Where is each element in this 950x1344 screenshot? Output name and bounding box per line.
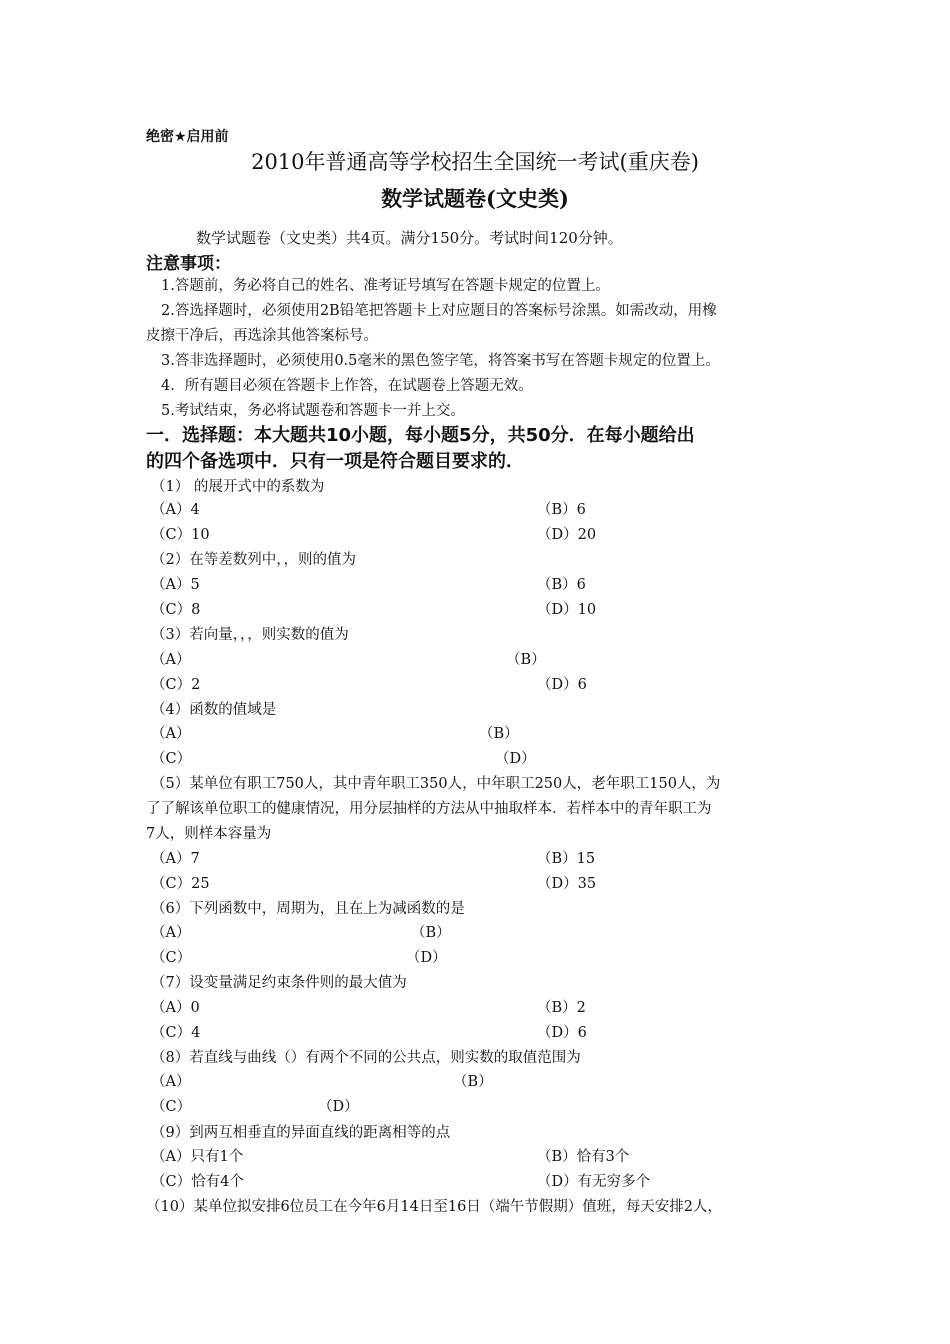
q9-option-d: （D）有无穷多个 (537, 1174, 651, 1190)
question-5-stem: （5）某单位有职工750人，其中青年职工350人，中年职工250人，老年职工150人，为 (151, 776, 721, 792)
q8-option-a: （A） (151, 1074, 191, 1090)
q5-option-c: （C）25 (151, 876, 210, 892)
q6-option-c: （C） (151, 950, 192, 966)
q4-option-c: （C） (151, 751, 192, 767)
question-10-stem: （10）某单位拟安排6位员工在今年6月14日至16日（端午节假期）值班，每天安排2人， (146, 1199, 723, 1215)
q7-option-b: （B）2 (537, 1000, 586, 1016)
question-3-stem: （3）若向量，，，则实数的值为 (151, 627, 349, 643)
q2-option-c: （C）8 (151, 602, 201, 618)
q4-option-d: （D） (495, 751, 536, 767)
notice-item: 4．所有题目必须在答题卡上作答，在试题卷上答题无效。 (161, 378, 533, 394)
q8-option-b: （B） (453, 1074, 493, 1090)
question-7-stem: （7）设变量满足约束条件则的最大值为 (151, 975, 407, 991)
notice-heading: 注意事项： (146, 254, 231, 274)
q1-option-b: （B）6 (537, 502, 586, 518)
paper-intro: 数学试题卷（文史类）共4页。满分150分。考试时间120分钟。 (196, 229, 623, 247)
q4-option-b: （B） (479, 726, 519, 742)
q8-option-c: （C） (151, 1099, 192, 1115)
q6-option-b: （B） (411, 925, 451, 941)
q5-option-a: （A）7 (151, 851, 200, 867)
q7-option-d: （D）6 (537, 1025, 587, 1041)
notice-item: 2.答选择题时，必须使用2B铅笔把答题卡上对应题目的答案标号涂黑。如需改动，用橡 (161, 303, 717, 319)
notice-item: 3.答非选择题时，必须使用0.5毫米的黑色签字笔，将答案书写在答题卡规定的位置上。 (161, 353, 720, 369)
q1-option-d: （D）20 (537, 527, 597, 543)
question-6-stem: （6）下列函数中，周期为，且在上为减函数的是 (151, 901, 465, 917)
q6-option-a: （A） (151, 925, 191, 941)
question-5-stem: 7人，则样本容量为 (146, 826, 272, 842)
q2-option-b: （B）6 (537, 577, 586, 593)
q7-option-c: （C）4 (151, 1025, 201, 1041)
section-heading: 一．选择题：本大题共10小题，每小题5分，共50分．在每小题给出 (146, 425, 695, 446)
question-8-stem: （8）若直线与曲线（）有两个不同的公共点，则实数的取值范围为 (151, 1050, 581, 1066)
q2-option-a: （A）5 (151, 577, 200, 593)
q9-option-a: （A）只有1个 (151, 1149, 244, 1165)
q1-option-a: （A）4 (151, 502, 200, 518)
notice-item: 5.考试结束，务必将试题卷和答题卡一并上交。 (161, 403, 465, 419)
section-heading: 的四个备选项中．只有一项是符合题目要求的． (146, 451, 524, 472)
question-9-stem: （9）到两互相垂直的异面直线的距离相等的点 (151, 1125, 451, 1141)
q1-option-c: （C）10 (151, 527, 210, 543)
q2-option-d: （D）10 (537, 602, 597, 618)
question-4-stem: （4）函数的值域是 (151, 702, 277, 718)
q5-option-d: （D）35 (537, 876, 597, 892)
q4-option-a: （A） (151, 726, 191, 742)
q9-option-b: （B）恰有3个 (537, 1149, 630, 1165)
question-1-stem: （1） 的展开式中的系数为 (151, 479, 325, 495)
q3-option-c: （C）2 (151, 677, 201, 693)
question-5-stem: 了了解该单位职工的健康情况，用分层抽样的方法从中抽取样本．若样本中的青年职工为 (146, 801, 712, 817)
question-2-stem: （2）在等差数列中，，则的值为 (151, 552, 356, 568)
q3-option-a: （A） (151, 652, 191, 668)
exam-title: 2010年普通高等学校招生全国统一考试(重庆卷) (251, 150, 699, 174)
q3-option-b: （B） (506, 652, 546, 668)
notice-item: 1.答题前，务必将自己的姓名、准考证号填写在答题卡规定的位置上。 (161, 278, 610, 294)
notice-item: 皮擦干净后，再选涂其他答案标号。 (146, 328, 378, 344)
confidential-label: 绝密★启用前 (146, 129, 229, 145)
q8-option-d: （D） (318, 1099, 359, 1115)
q9-option-c: （C）恰有4个 (151, 1174, 244, 1190)
q7-option-a: （A）0 (151, 1000, 200, 1016)
q6-option-d: （D） (406, 950, 447, 966)
q5-option-b: （B）15 (537, 851, 596, 867)
q3-option-d: （D）6 (537, 677, 587, 693)
paper-subtitle: 数学试题卷(文史类) (381, 186, 569, 211)
